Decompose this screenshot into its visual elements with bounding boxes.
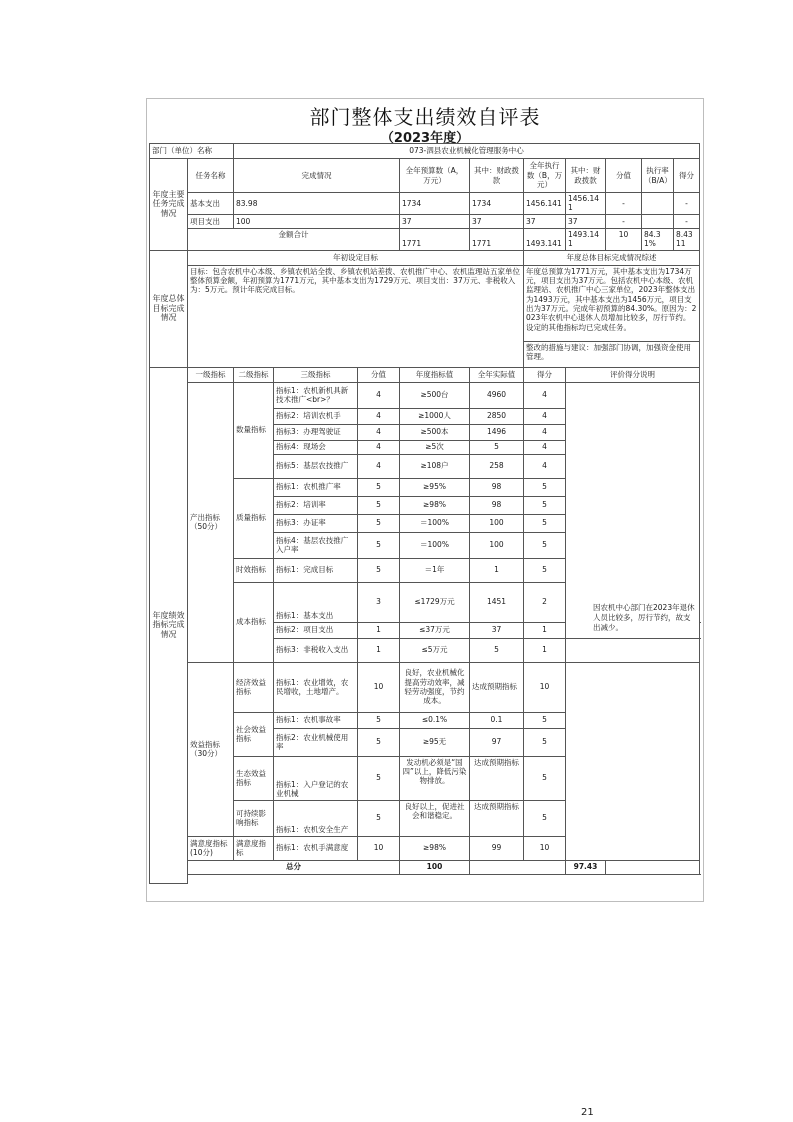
indicator-get: 5 — [524, 728, 566, 756]
indicator-get: 10 — [524, 836, 566, 860]
total-budget-fiscal: 1771 — [470, 228, 524, 250]
task-budget: 1734 — [400, 193, 470, 215]
indicator-name: 指标2：项目支出 — [274, 622, 358, 638]
indicator-get: 5 — [524, 514, 566, 532]
indicator-get: 4 — [524, 440, 566, 454]
total-exec-fiscal: 1493.141 — [566, 228, 606, 250]
indicator-score: 4 — [358, 382, 400, 408]
indicator-actual: 5 — [470, 638, 524, 662]
task-name: 项目支出 — [188, 214, 234, 228]
indicator-name: 指标3：办证率 — [274, 514, 358, 532]
eco-label: 生态效益指标 — [234, 756, 274, 800]
dept-label: 部门（单位）名称 — [150, 144, 234, 159]
indicator-name: 指标2：培训率 — [274, 496, 358, 514]
indicator-actual: 1 — [470, 558, 524, 582]
goal-left-text: 目标：包含农机中心本级、乡镇农机站全拨、乡镇农机站差拨、农机推广中心、农机监理站五家单位整体预算金额，年初预算为1771万元，其中基本支出为1729万元、项目支出：37万元、非税收入为：5万元。预计年底完成目标。 — [188, 265, 524, 367]
task-exec: 37 — [524, 214, 566, 228]
indicator-score: 5 — [358, 756, 400, 800]
indicator-score: 3 — [358, 582, 400, 622]
total-label: 金额合计 — [188, 228, 400, 250]
indicator-get: 4 — [524, 424, 566, 440]
task-budget-fiscal: 37 — [470, 214, 524, 228]
indicator-score: 4 — [358, 440, 400, 454]
col-get: 得分 — [674, 159, 700, 193]
comment-cell — [566, 382, 700, 638]
total-budget: 1771 — [400, 228, 470, 250]
page-number: 21 — [581, 1107, 594, 1118]
task-rate — [642, 193, 674, 215]
indicator-name: 指标5：基层农技推广 — [274, 454, 358, 478]
grand-total-label: 总分 — [188, 860, 400, 874]
indicator-target: ≤1729万元 — [400, 582, 470, 622]
indicator-actual: 99 — [470, 836, 524, 860]
indicator-name: 指标3：办理驾驶证 — [274, 424, 358, 440]
time-label: 时效指标 — [234, 558, 274, 582]
blank-row — [150, 874, 700, 883]
indicator-score: 5 — [358, 532, 400, 558]
table-title: 部门整体支出绩效自评表 — [309, 105, 541, 129]
indicator-name: 指标1：入户登记的农业机械 — [274, 756, 358, 800]
task-exec: 1456.141 — [524, 193, 566, 215]
total-get: 8.4311 — [674, 228, 700, 250]
col-budget: 全年预算数（A，万元） — [400, 159, 470, 193]
indicator-target: ＝1年 — [400, 558, 470, 582]
comment-cell — [566, 662, 700, 860]
indicator-actual: 100 — [470, 532, 524, 558]
indicator-get: 1 — [524, 638, 566, 662]
indicator-score: 5 — [358, 496, 400, 514]
indicator-target: ≤5万元 — [400, 638, 470, 662]
indicator-actual: 0.1 — [470, 712, 524, 728]
indicator-actual: 258 — [470, 454, 524, 478]
indicator-name: 指标3：非税收入支出 — [274, 638, 358, 662]
task-budget-fiscal: 1734 — [470, 193, 524, 215]
table-year: （2023年度） — [380, 131, 470, 146]
cost-label: 成本指标 — [234, 582, 274, 662]
indicator-target: ≥95无 — [400, 728, 470, 756]
col-target: 年度指标值 — [400, 367, 470, 382]
indicator-target: ≥95% — [400, 478, 470, 496]
blank-cell — [470, 860, 566, 874]
indicator-get: 1 — [524, 622, 566, 638]
indicator-get: 5 — [524, 756, 566, 800]
comment-cell — [566, 638, 700, 662]
indicator-get: 4 — [524, 454, 566, 478]
col-l1: 一级指标 — [188, 367, 234, 382]
indicator-target: ≥98% — [400, 496, 470, 514]
task-get: - — [674, 193, 700, 215]
indicator-score: 4 — [358, 408, 400, 424]
goal-section-label: 年度总体目标完成情况 — [150, 250, 188, 367]
indicator-get: 5 — [524, 478, 566, 496]
col-exec-fiscal: 其中：财政拨款 — [566, 159, 606, 193]
indicator-actual: 4960 — [470, 382, 524, 408]
indicator-actual: 97 — [470, 728, 524, 756]
col-score: 分值 — [606, 159, 642, 193]
evaluation-table — [149, 143, 700, 884]
indicator-score: 5 — [358, 712, 400, 728]
indicator-score: 5 — [358, 800, 400, 836]
indicator-score: 10 — [358, 836, 400, 860]
col-get: 得分 — [524, 367, 566, 382]
indicator-get: 2 — [524, 582, 566, 622]
indicator-target: 良好以上，促进社会和谐稳定。 — [400, 800, 470, 836]
indicator-get: 5 — [524, 496, 566, 514]
task-score: - — [606, 214, 642, 228]
blank-cell — [606, 860, 700, 874]
indicator-actual: 2850 — [470, 408, 524, 424]
task-exec-fiscal: 37 — [566, 214, 606, 228]
task-done: 100 — [234, 214, 400, 228]
econ-label: 经济效益指标 — [234, 662, 274, 712]
indicator-name: 指标2：培训农机手 — [274, 408, 358, 424]
indicator-target: ≥1000人 — [400, 408, 470, 424]
indicator-target: ≥500台 — [400, 382, 470, 408]
indicator-name: 指标1：基本支出 — [274, 582, 358, 622]
total-exec: 1493.141 — [524, 228, 566, 250]
col-task-name: 任务名称 — [188, 159, 234, 193]
evaluation-sheet — [146, 98, 704, 902]
indicator-score: 10 — [358, 662, 400, 712]
indicator-actual: 98 — [470, 496, 524, 514]
indicator-get: 5 — [524, 532, 566, 558]
indicator-get: 5 — [524, 712, 566, 728]
indicator-name: 指标1：农机推广率 — [274, 478, 358, 496]
col-l2: 二级指标 — [234, 367, 274, 382]
indicator-actual: 100 — [470, 514, 524, 532]
indicator-actual: 1451 — [470, 582, 524, 622]
quality-label: 质量指标 — [234, 478, 274, 558]
indicator-target: ≤0.1% — [400, 712, 470, 728]
goal-right-text: 年度总预算为1771万元，其中基本支出为1734万元，项目支出为37万元。包括农机中心本级、农机监理站、农机推广中心三家单位，2023年整体支出为1493万元，其中基本支出为1456万元，项目支出为37万元。完成年初预算的84.30%。原因为：2023年农机中心退休人员增加比较多，厉行节约。设定的其他指标均已完成任务。 — [524, 265, 700, 341]
indicator-target: ＝100% — [400, 514, 470, 532]
task-row — [150, 193, 700, 215]
col-comment: 评价得分说明 — [566, 367, 700, 382]
indicator-target: ≥108户 — [400, 454, 470, 478]
task-section-label: 年度主要任务完成情况 — [150, 159, 188, 251]
indicator-name: 指标1：农机新机具新技术推广<br>？ — [274, 382, 358, 408]
indicator-name: 指标1：完成目标 — [274, 558, 358, 582]
indicator-score: 1 — [358, 622, 400, 638]
indicator-get: 4 — [524, 382, 566, 408]
col-l3: 三级指标 — [274, 367, 358, 382]
table-row — [150, 382, 700, 408]
indicator-target: 良好，农业机械化提高劳动效率，减轻劳动强度，节约成本。 — [400, 662, 470, 712]
col-exec: 全年执行数（B，万元） — [524, 159, 566, 193]
task-total-row — [150, 228, 700, 250]
indicator-target: ≥500本 — [400, 424, 470, 440]
indicator-target: 发动机必须是“国四”以上，降低污染物排放。 — [400, 756, 470, 800]
indicator-score: 4 — [358, 424, 400, 440]
task-done: 83.98 — [234, 193, 400, 215]
indicator-score: 5 — [358, 514, 400, 532]
col-actual: 全年实际值 — [470, 367, 524, 382]
grand-total-get: 97.43 — [566, 860, 606, 874]
col-score: 分值 — [358, 367, 400, 382]
goal-left-header: 年初设定目标 — [188, 250, 524, 265]
goal-right-text2: 整改的措施与建议：加强部门协调，加强资金使用管理。 — [524, 341, 700, 367]
qty-label: 数量指标 — [234, 382, 274, 478]
task-budget: 37 — [400, 214, 470, 228]
satis-l1-label: 满意度指标(10分) — [188, 836, 234, 860]
social-label: 社会效益指标 — [234, 712, 274, 756]
task-rate — [642, 214, 674, 228]
indicator-target: ≤37万元 — [400, 622, 470, 638]
indicator-actual: 达成预期指标 — [470, 756, 524, 800]
indicator-name: 指标1：农业增效，农民增收，土地增产。 — [274, 662, 358, 712]
indicator-actual: 达成预期指标 — [470, 662, 524, 712]
col-rate: 执行率（B/A） — [642, 159, 674, 193]
indicator-score: 5 — [358, 558, 400, 582]
goal-right-header: 年度总体目标完成情况综述 — [524, 250, 700, 265]
indicator-actual: 1496 — [470, 424, 524, 440]
indicator-actual: 达成预期指标 — [470, 800, 524, 836]
dept-name: 073-泗县农业机械化管理服务中心 — [234, 144, 700, 159]
task-exec-fiscal: 1456.141 — [566, 193, 606, 215]
table-row — [150, 662, 700, 712]
indicator-score: 1 — [358, 638, 400, 662]
indicator-score: 4 — [358, 454, 400, 478]
indicator-name: 指标1：农机事故率 — [274, 712, 358, 728]
indicator-score: 5 — [358, 478, 400, 496]
task-row — [150, 214, 700, 228]
total-row — [150, 860, 700, 874]
indicator-name: 指标2：农业机械使用率 — [274, 728, 358, 756]
indicator-name: 指标4：基层农技推广入户率 — [274, 532, 358, 558]
indicator-target: ≥5次 — [400, 440, 470, 454]
indicator-name: 指标4：现场会 — [274, 440, 358, 454]
grand-total-score: 100 — [400, 860, 470, 874]
perf-section-label: 年度绩效指标完成情况 — [150, 367, 188, 883]
indicator-name: 指标1：农机安全生产 — [274, 800, 358, 836]
benefit-label: 效益指标（30分） — [188, 662, 234, 836]
indicator-target: ＝100% — [400, 532, 470, 558]
indicator-name: 指标1：农机手满意度 — [274, 836, 358, 860]
indicator-score: 5 — [358, 728, 400, 756]
indicator-actual: 5 — [470, 440, 524, 454]
indicator-actual: 98 — [470, 478, 524, 496]
col-done: 完成情况 — [234, 159, 400, 193]
indicator-get: 5 — [524, 800, 566, 836]
task-get: - — [674, 214, 700, 228]
indicator-actual: 37 — [470, 622, 524, 638]
task-name: 基本支出 — [188, 193, 234, 215]
indicator-get: 10 — [524, 662, 566, 712]
total-score: 10 — [606, 228, 642, 250]
satis-label: 满意度指标 — [234, 836, 274, 860]
indicator-target: ≥98% — [400, 836, 470, 860]
sust-label: 可持续影响指标 — [234, 800, 274, 836]
col-budget-fiscal: 其中：财政拨款 — [470, 159, 524, 193]
cost-comment-text: 因农机中心部门在2023年退休人员比较多，厉行节约，故支出减少。 — [593, 603, 695, 632]
output-label: 产出指标（50分） — [188, 382, 234, 662]
total-rate: 84.31% — [642, 228, 674, 250]
indicator-get: 4 — [524, 408, 566, 424]
indicator-get: 5 — [524, 558, 566, 582]
task-score: - — [606, 193, 642, 215]
